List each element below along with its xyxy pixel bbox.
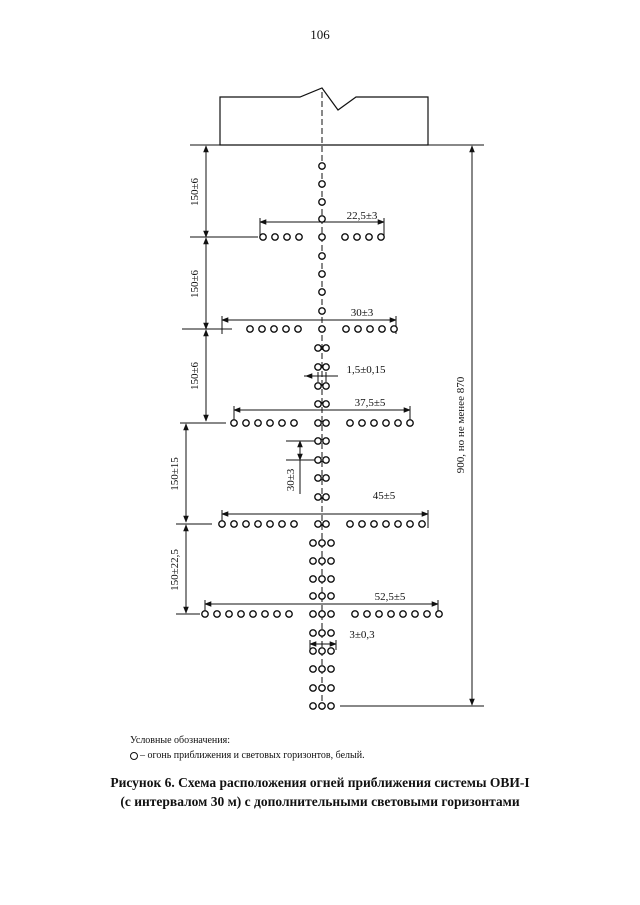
light: [315, 345, 321, 351]
light: [243, 521, 249, 527]
figure-caption: [0, 773, 640, 811]
light: [319, 216, 325, 222]
light: [319, 558, 325, 564]
light: [279, 420, 285, 426]
light: [319, 181, 325, 187]
light: [407, 420, 413, 426]
light: [202, 611, 208, 617]
light: [310, 703, 316, 709]
light: [226, 611, 232, 617]
light: [296, 234, 302, 240]
light: [355, 326, 361, 332]
light: [286, 611, 292, 617]
light: [343, 326, 349, 332]
dim-bar-4: 45±5: [372, 490, 396, 502]
light: [284, 234, 290, 240]
dim-spacing-2: 150±6: [189, 269, 201, 299]
light: [359, 420, 365, 426]
dim-bar-1: 22,5±3: [346, 210, 378, 222]
light: [315, 521, 321, 527]
light: [259, 326, 265, 332]
page-number: 106: [310, 27, 330, 42]
dim-bar-2: 30±3: [350, 307, 374, 319]
light: [319, 289, 325, 295]
light: [328, 648, 334, 654]
light: [319, 685, 325, 691]
dim-bar-3: 37,5±5: [354, 397, 386, 409]
dim-total: 900, но не менее 870: [455, 376, 467, 474]
light: [310, 558, 316, 564]
light: [310, 540, 316, 546]
light: [354, 234, 360, 240]
light: [274, 611, 280, 617]
light: [219, 521, 225, 527]
light: [366, 234, 372, 240]
light: [376, 611, 382, 617]
light: [400, 611, 406, 617]
light: [383, 521, 389, 527]
light: [328, 558, 334, 564]
light: [214, 611, 220, 617]
light: [347, 420, 353, 426]
light: [323, 521, 329, 527]
light: [247, 326, 253, 332]
light: [323, 420, 329, 426]
light: [383, 420, 389, 426]
light: [315, 475, 321, 481]
caption-line-2: (с интервалом 30 м) с дополнительными световыми горизонтами: [120, 794, 520, 809]
light: [319, 163, 325, 169]
legend-item-text: – огонь приближения и световых горизонтов, белый.: [140, 750, 365, 761]
light: [310, 648, 316, 654]
light: [310, 685, 316, 691]
light: [271, 326, 277, 332]
light: [267, 420, 273, 426]
light: [323, 401, 329, 407]
legend-item: [130, 748, 365, 763]
light: [283, 326, 289, 332]
light: [328, 630, 334, 636]
dim-spacing-5: 150±22,5: [169, 549, 181, 591]
light: [319, 611, 325, 617]
light: [419, 521, 425, 527]
dim-spacing-1: 150±6: [189, 177, 201, 207]
light: [436, 611, 442, 617]
light: [315, 457, 321, 463]
light: [379, 326, 385, 332]
dim-bar-5: 52,5±5: [374, 591, 406, 603]
light: [319, 593, 325, 599]
dim-spacing-4: 150±15: [169, 457, 181, 491]
light: [328, 666, 334, 672]
light: [231, 420, 237, 426]
caption-line-1: Рисунок 6. Схема расположения огней приближения системы ОВИ-I: [110, 775, 530, 790]
light: [319, 666, 325, 672]
light: [291, 521, 297, 527]
light: [319, 630, 325, 636]
light: [279, 521, 285, 527]
light: [255, 521, 261, 527]
light: [407, 521, 413, 527]
gap-dimension-1-5: [304, 372, 338, 382]
light: [328, 611, 334, 617]
light: [319, 703, 325, 709]
light: [352, 611, 358, 617]
light: [315, 383, 321, 389]
light: [371, 521, 377, 527]
legend-title: Условные обозначения:: [130, 735, 231, 746]
dim-interval-30: 30±3: [285, 468, 297, 492]
light: [238, 611, 244, 617]
legend: [130, 733, 365, 763]
light: [267, 521, 273, 527]
light: [250, 611, 256, 617]
light: [328, 540, 334, 546]
light: [328, 703, 334, 709]
light: [243, 420, 249, 426]
light: [262, 611, 268, 617]
light: [391, 326, 397, 332]
light: [342, 234, 348, 240]
light: [295, 326, 301, 332]
light: [323, 438, 329, 444]
light: [319, 576, 325, 582]
circle-light-icon: [130, 752, 138, 760]
runway-threshold: [220, 88, 428, 145]
light: [371, 420, 377, 426]
light: [319, 253, 325, 259]
light: [319, 271, 325, 277]
light: [378, 234, 384, 240]
light: [315, 364, 321, 370]
light: [319, 540, 325, 546]
light: [424, 611, 430, 617]
light: [319, 326, 325, 332]
light: [310, 593, 316, 599]
light: [347, 521, 353, 527]
light: [315, 494, 321, 500]
light: [310, 666, 316, 672]
light: [231, 521, 237, 527]
light: [255, 420, 261, 426]
light: [319, 234, 325, 240]
dim-gap-1-5: 1,5±0,15: [346, 364, 386, 376]
light: [328, 576, 334, 582]
light: [319, 648, 325, 654]
light: [323, 383, 329, 389]
light: [328, 685, 334, 691]
light: [315, 420, 321, 426]
light: [395, 521, 401, 527]
light: [323, 494, 329, 500]
light: [395, 420, 401, 426]
light: [310, 630, 316, 636]
dim-gap-3: 3±0,3: [349, 629, 375, 641]
dim-spacing-3: 150±6: [189, 361, 201, 391]
light: [260, 234, 266, 240]
light: [323, 345, 329, 351]
light: [291, 420, 297, 426]
light: [315, 438, 321, 444]
light: [359, 521, 365, 527]
light: [319, 199, 325, 205]
light: [328, 593, 334, 599]
light: [388, 611, 394, 617]
light: [412, 611, 418, 617]
light: [310, 611, 316, 617]
light: [315, 401, 321, 407]
light: [323, 475, 329, 481]
light: [367, 326, 373, 332]
light: [323, 364, 329, 370]
light: [319, 308, 325, 314]
light: [323, 457, 329, 463]
light: [310, 576, 316, 582]
light: [364, 611, 370, 617]
light: [272, 234, 278, 240]
